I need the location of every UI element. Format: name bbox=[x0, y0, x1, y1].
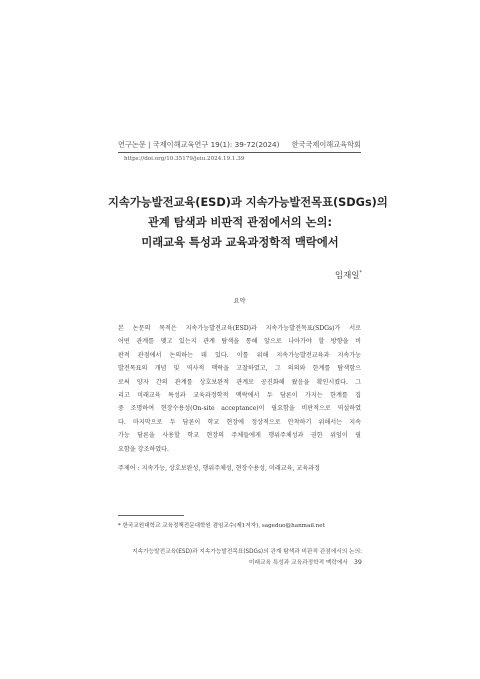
footer-title-line: 미래교육 특성과 교육과정학적 맥락에서 bbox=[249, 560, 348, 566]
paper-title bbox=[108, 193, 388, 253]
abstract-line: 리고 미래교육 특성과 교육과정학적 맥락에서 두 담론이 가지는 한계를 집 bbox=[118, 391, 361, 399]
page-number: 39 bbox=[353, 558, 362, 566]
footnote-divider bbox=[118, 515, 184, 516]
author-footnote: * 한국교원대학교 교육정책전문대학원 겸임교수(제1저자), sageduo@hanmail.net bbox=[118, 523, 325, 529]
title-line: 관계 탐색과 비판적 관점에서의 논의: bbox=[148, 216, 332, 229]
abstract-line: 다. 마지막으로 두 담론이 학교 현장에 정상적으로 안착하기 위해서는 지속 bbox=[118, 418, 361, 426]
abstract-line: 가능 담론을 사용할 학교 현장의 주체들에게 행위주체성과 권한 위임이 필 bbox=[118, 432, 361, 440]
abstract-line: 중 조명하여 현장수용성(On-site acceptance)이 필요함을 비판적으로 역설하였 bbox=[118, 405, 361, 413]
footer-title-line: 지속가능발전교육(ESD)과 지속가능발전목표(SDGs)의 관계 탐색과 비판적 관점에서의 논의: bbox=[132, 549, 362, 555]
abstract-line: 요함을 강조하였다. bbox=[118, 445, 169, 453]
abstract-line: 발전목표의 개념 및 역사적 맥락을 고찰하였고, 그 의의와 한계를 탐색함으 bbox=[118, 365, 361, 373]
journal-citation: 연구논문 | 국제이해교육연구 19(1): 39-72(2024) bbox=[118, 140, 280, 149]
running-footer bbox=[119, 547, 362, 568]
society-name: 한국국제이해교육학회 bbox=[291, 140, 361, 149]
abstract-body bbox=[118, 322, 361, 456]
title-line: 미래교육 특성과 교육과정학적 맥락에서 bbox=[141, 236, 339, 249]
author-label: 임재일 bbox=[334, 271, 360, 281]
abstract-line: 로써 양자 간의 관계를 상호보완적 관계로 공진화해 왔음을 확인시켰다. 그 bbox=[118, 378, 361, 386]
title-line: 지속가능발전교육(ESD)과 지속가능발전목표(SDGs)의 bbox=[108, 196, 388, 209]
author-footnote-mark: * bbox=[359, 270, 362, 277]
author-name bbox=[335, 269, 362, 281]
abstract-line: 판적 관점에서 논의하는 데 있다. 이를 위해 지속가능발전교육과 지속가능 bbox=[118, 351, 361, 359]
abstract-line: 어떤 관계를 맺고 있는지 관계 탐색을 통해 앞으로 나아가야 할 방향을 비 bbox=[118, 338, 361, 346]
doi-link[interactable]: https://doi.org/10.35179/jeiu.2024.19.1.39 bbox=[124, 156, 245, 162]
abstract-heading: 요약 bbox=[233, 298, 246, 305]
abstract-line: 본 논문의 목적은 지속가능발전교육(ESD)과 지속가능발전목표(SDGs)가 서로 bbox=[118, 325, 361, 332]
keywords: 주제어 : 지속가능, 상호보완성, 행위주체성, 현장수용성, 미래교육, 교육과정 bbox=[118, 465, 320, 472]
header-divider bbox=[118, 152, 361, 153]
